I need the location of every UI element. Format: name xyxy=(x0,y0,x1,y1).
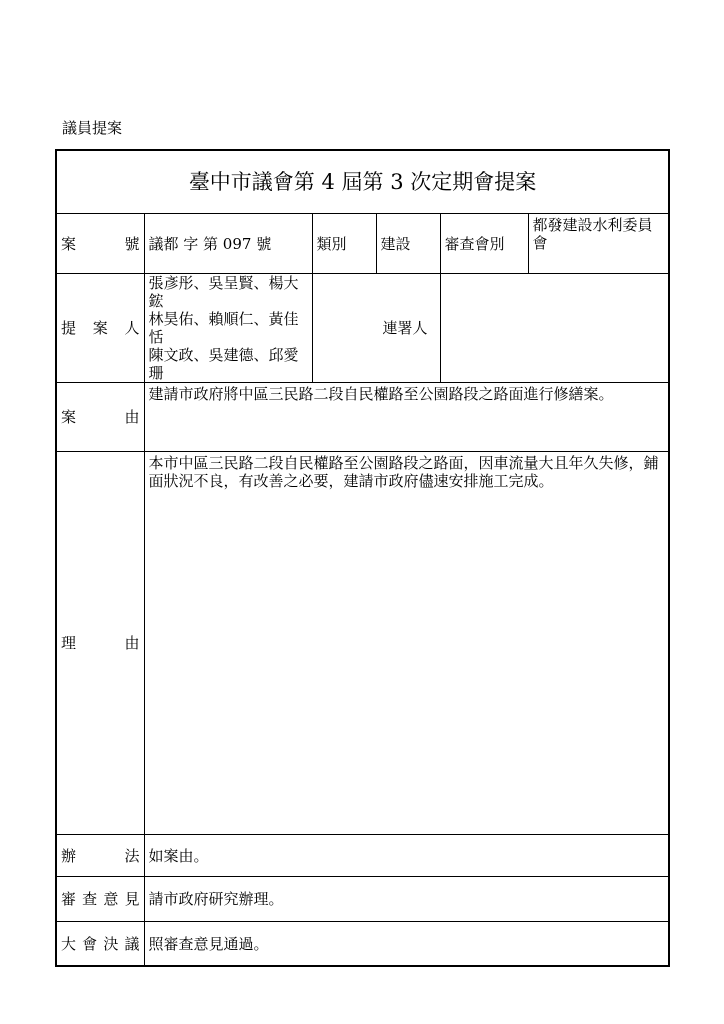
resolution-value: 照審查意見通過。 xyxy=(144,922,669,967)
review-label: 審查意見 xyxy=(56,877,144,922)
reason-value: 本市中區三民路二段自民權路至公園路段之路面，因車流量大且年久失修，鋪面狀況不良，有改善之必要，建請市政府儘速安排施工完成。 xyxy=(144,452,669,835)
proposers-value xyxy=(144,274,312,383)
proposers-label: 提 案 人 xyxy=(56,274,144,383)
resolution-label: 大會決議 xyxy=(56,922,144,967)
method-label: 辦 法 xyxy=(56,835,144,877)
proposer-line: 陳文政、吳建德、邱愛珊 xyxy=(148,346,299,382)
subject-value: 建請市政府將中區三民路二段自民權路至公園路段之路面進行修繕案。 xyxy=(144,383,669,452)
committee-label: 審查會別 xyxy=(440,214,528,274)
proposer-line: 張彥彤、吳呈賢、楊大鋐 xyxy=(148,274,299,310)
cosigners-value xyxy=(440,274,669,383)
review-value: 請市政府研究辦理。 xyxy=(144,877,669,922)
reason-label: 理 由 xyxy=(56,452,144,835)
case-no-value: 議都 字 第 097 號 xyxy=(144,214,312,274)
method-value: 如案由。 xyxy=(144,835,669,877)
case-no-label: 案 號 xyxy=(56,214,144,274)
proposal-form-table xyxy=(55,149,670,967)
subject-label: 案 由 xyxy=(56,383,144,452)
document-header-label: 議員提案 xyxy=(62,119,123,137)
committee-value: 都發建設水利委員會 xyxy=(528,214,669,274)
cosigners-label: 連署人 xyxy=(312,274,440,383)
form-title: 臺中市議會第 4 屆第 3 次定期會提案 xyxy=(56,150,669,214)
category-value: 建設 xyxy=(376,214,440,274)
proposer-line: 林昊佑、賴順仁、黃佳恬 xyxy=(148,310,299,346)
category-label: 類別 xyxy=(312,214,376,274)
